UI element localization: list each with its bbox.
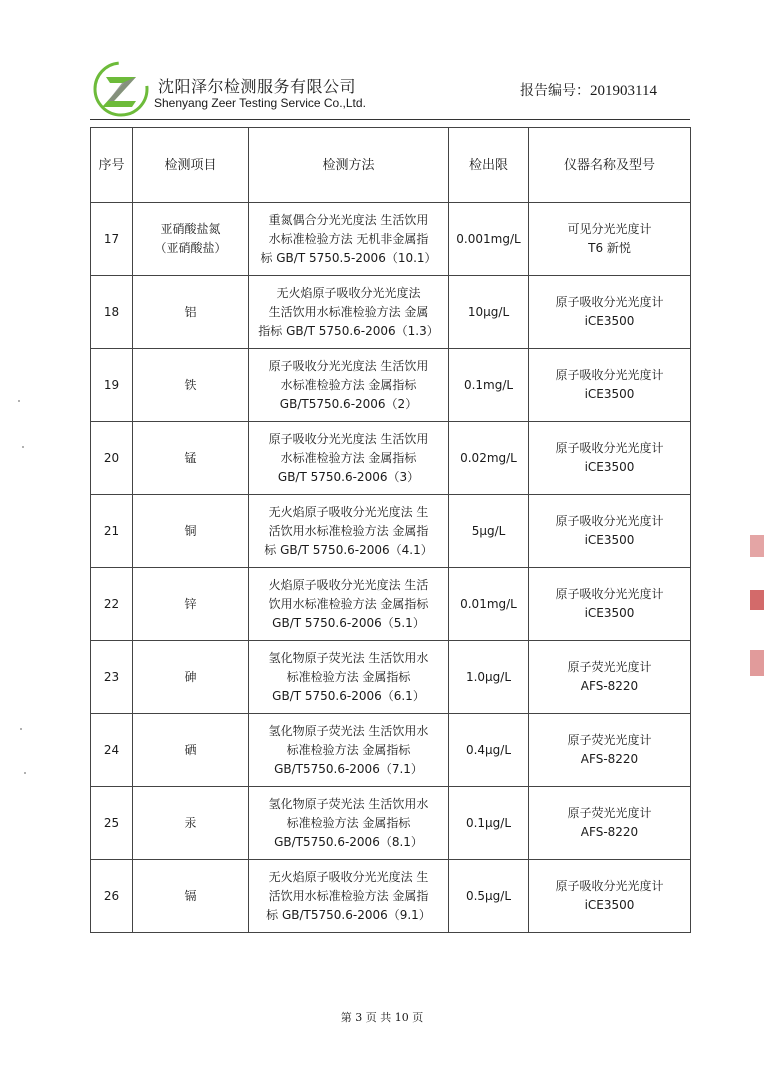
cell-method — [249, 714, 449, 787]
cell-instrument-line: 原子荧光光度计 — [567, 806, 652, 820]
cell-method-line: GB/T5750.6-2006（8.1） — [274, 834, 423, 849]
cell-method-line: 氢化物原子荧光法 生活饮用水 — [268, 796, 429, 811]
cell-method-line: 氢化物原子荧光法 生活饮用水 — [268, 723, 429, 738]
column-header-no: 序号 — [91, 128, 133, 203]
table-body — [91, 203, 691, 933]
cell-method-line: 指标 GB/T 5750.6-2006（1.3） — [258, 323, 439, 338]
test-methods-table — [90, 127, 691, 933]
cell-no: 22 — [91, 568, 133, 641]
cell-method-line: GB/T5750.6-2006（2） — [279, 396, 418, 411]
cell-method-line: 无火焰原子吸收分光光度法 生 — [268, 869, 429, 884]
cell-method-line: 饮用水标准检验方法 金属指标 — [268, 596, 429, 611]
cell-item-line: 汞 — [184, 815, 197, 830]
cell-item-line: （亚硝酸盐） — [154, 241, 227, 255]
cell-instrument — [529, 860, 691, 933]
cell-no: 21 — [91, 495, 133, 568]
column-header-method: 检测方法 — [249, 128, 449, 203]
cell-limit: 0.5μg/L — [449, 860, 529, 933]
cell-method-line: 无火焰原子吸收分光光度法 生 — [268, 504, 429, 519]
cell-limit: 0.1mg/L — [449, 349, 529, 422]
cell-instrument-line: iCE3500 — [584, 460, 635, 474]
cell-method — [249, 787, 449, 860]
report-number-value: 201903114 — [590, 83, 657, 99]
cell-item-line: 亚硝酸盐氮 — [160, 222, 221, 236]
cell-instrument-line: 原子吸收分光光度计 — [555, 879, 664, 893]
column-header-item: 检测项目 — [133, 128, 249, 203]
cell-instrument — [529, 787, 691, 860]
page-number: 第 3 页 共 10 页 — [340, 1011, 424, 1024]
cell-item-line: 铝 — [184, 304, 197, 319]
cell-item-line: 锰 — [184, 450, 197, 465]
column-header-instrument: 仪器名称及型号 — [529, 128, 691, 203]
cell-no: 19 — [91, 349, 133, 422]
cell-instrument — [529, 203, 691, 276]
table-row — [91, 568, 691, 641]
company-name-en: Shenyang Zeer Testing Service Co.,Ltd. — [154, 96, 366, 110]
cell-method — [249, 422, 449, 495]
cell-instrument-line: 原子吸收分光光度计 — [555, 587, 664, 601]
cell-no: 17 — [91, 203, 133, 276]
table-row — [91, 714, 691, 787]
cell-limit: 0.1μg/L — [449, 787, 529, 860]
cell-item-line: 铜 — [184, 523, 197, 538]
column-header-limit: 检出限 — [449, 128, 529, 203]
cell-method-line: 标 GB/T5750.6-2006（9.1） — [266, 907, 431, 922]
cell-instrument — [529, 349, 691, 422]
cell-instrument-line: 原子吸收分光光度计 — [555, 514, 664, 528]
cell-method-line: 标 GB/T 5750.6-2006（4.1） — [264, 542, 433, 557]
company-logo-icon — [92, 60, 150, 118]
cell-item — [133, 422, 249, 495]
cell-instrument-line: 可见分光光度计 — [567, 222, 652, 236]
cell-limit: 1.0μg/L — [449, 641, 529, 714]
cell-item — [133, 349, 249, 422]
cell-instrument-line: iCE3500 — [584, 314, 635, 328]
cell-item — [133, 787, 249, 860]
company-name-cn: 沈阳泽尔检测服务有限公司 — [158, 77, 357, 96]
cell-method-line: 活饮用水标准检验方法 金属指 — [268, 888, 429, 903]
cell-instrument-line: T6 新悦 — [588, 241, 631, 255]
report-number-label: 报告编号： — [520, 83, 590, 99]
table-row — [91, 349, 691, 422]
cell-no: 20 — [91, 422, 133, 495]
cell-item-line: 镉 — [184, 888, 197, 903]
cell-method-line: GB/T 5750.6-2006（5.1） — [272, 615, 425, 630]
cell-instrument-line: 原子荧光光度计 — [567, 660, 652, 674]
cell-item — [133, 495, 249, 568]
cell-method-line: 标准检验方法 金属指标 — [286, 669, 411, 684]
cell-item — [133, 568, 249, 641]
cell-item-line: 铁 — [184, 377, 197, 392]
cell-item — [133, 276, 249, 349]
cell-method — [249, 495, 449, 568]
cell-no: 26 — [91, 860, 133, 933]
cell-item-line: 砷 — [184, 669, 197, 684]
table-row — [91, 203, 691, 276]
cell-instrument — [529, 641, 691, 714]
cell-limit: 0.01mg/L — [449, 568, 529, 641]
cell-no: 23 — [91, 641, 133, 714]
cell-limit: 0.001mg/L — [449, 203, 529, 276]
cell-instrument — [529, 495, 691, 568]
cell-method-line: GB/T5750.6-2006（7.1） — [274, 761, 423, 776]
table-row — [91, 641, 691, 714]
cell-item — [133, 714, 249, 787]
cell-method-line: 无火焰原子吸收分光光度法 — [276, 285, 421, 300]
cell-method-line: 标准检验方法 金属指标 — [286, 815, 411, 830]
cell-instrument-line: 原子吸收分光光度计 — [555, 368, 664, 382]
cell-instrument-line: AFS-8220 — [580, 752, 639, 766]
cell-limit: 10μg/L — [449, 276, 529, 349]
table-row — [91, 860, 691, 933]
cell-instrument — [529, 568, 691, 641]
cell-method-line: GB/T 5750.6-2006（3） — [277, 469, 420, 484]
table-row — [91, 422, 691, 495]
cell-method — [249, 860, 449, 933]
table-row — [91, 276, 691, 349]
cell-method-line: GB/T 5750.6-2006（6.1） — [272, 688, 425, 703]
scan-speck — [18, 400, 20, 402]
cell-instrument-line: iCE3500 — [584, 606, 635, 620]
cell-method-line: 水标准检验方法 金属指标 — [280, 450, 417, 465]
cell-method — [249, 203, 449, 276]
cell-item — [133, 860, 249, 933]
cell-method-line: 标准检验方法 金属指标 — [286, 742, 411, 757]
cell-method-line: 活饮用水标准检验方法 金属指 — [268, 523, 429, 538]
stamp-edge-mark — [750, 650, 764, 676]
stamp-edge-mark — [750, 590, 764, 610]
cell-instrument — [529, 714, 691, 787]
cell-method-line: 原子吸收分光光度法 生活饮用 — [268, 358, 429, 373]
table-row — [91, 495, 691, 568]
cell-instrument — [529, 276, 691, 349]
report-number — [520, 80, 657, 100]
stamp-edge-mark — [750, 535, 764, 557]
cell-item — [133, 641, 249, 714]
scan-speck — [20, 728, 22, 730]
cell-method-line: 水标准检验方法 无机非金属指 — [268, 231, 429, 246]
cell-limit: 5μg/L — [449, 495, 529, 568]
cell-instrument-line: iCE3500 — [584, 533, 635, 547]
cell-instrument — [529, 422, 691, 495]
scan-speck — [22, 446, 24, 448]
cell-no: 25 — [91, 787, 133, 860]
scan-speck — [24, 772, 26, 774]
header-divider — [90, 119, 690, 120]
cell-method-line: 氢化物原子荧光法 生活饮用水 — [268, 650, 429, 665]
cell-method-line: 水标准检验方法 金属指标 — [280, 377, 417, 392]
cell-instrument-line: AFS-8220 — [580, 825, 639, 839]
cell-method-line: 火焰原子吸收分光光度法 生活 — [268, 577, 429, 592]
cell-instrument-line: 原子吸收分光光度计 — [555, 441, 664, 455]
cell-limit: 0.4μg/L — [449, 714, 529, 787]
cell-instrument-line: 原子荧光光度计 — [567, 733, 652, 747]
cell-instrument-line: iCE3500 — [584, 898, 635, 912]
table-header-row — [91, 128, 691, 203]
cell-method — [249, 568, 449, 641]
cell-no: 24 — [91, 714, 133, 787]
cell-instrument-line: AFS-8220 — [580, 679, 639, 693]
cell-method-line: 标 GB/T 5750.5-2006（10.1） — [260, 250, 437, 265]
cell-method-line: 重氮偶合分光光度法 生活饮用 — [268, 212, 429, 227]
cell-instrument-line: 原子吸收分光光度计 — [555, 295, 664, 309]
table-row — [91, 787, 691, 860]
cell-method — [249, 276, 449, 349]
cell-item-line: 锌 — [184, 596, 197, 611]
cell-method — [249, 641, 449, 714]
cell-method — [249, 349, 449, 422]
cell-item-line: 硒 — [184, 742, 197, 757]
cell-limit: 0.02mg/L — [449, 422, 529, 495]
cell-item — [133, 203, 249, 276]
cell-method-line: 原子吸收分光光度法 生活饮用 — [268, 431, 429, 446]
cell-method-line: 生活饮用水标准检验方法 金属 — [268, 304, 429, 319]
cell-instrument-line: iCE3500 — [584, 387, 635, 401]
cell-no: 18 — [91, 276, 133, 349]
